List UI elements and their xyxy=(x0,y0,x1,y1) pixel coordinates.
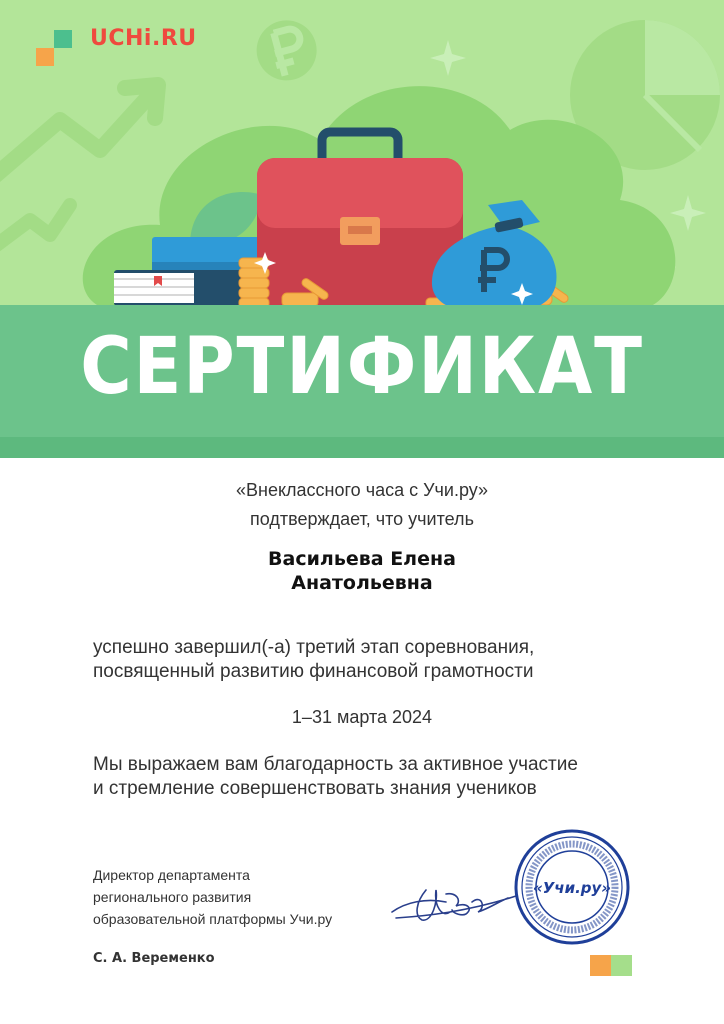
handwritten-signature xyxy=(386,872,526,932)
event-dates: 1–31 марта 2024 xyxy=(291,707,433,727)
recipient-name-first-line: Васильева Елена xyxy=(268,548,456,570)
stamp-center-text: «Учи.ру» xyxy=(532,879,612,897)
thanks-line-2: и стремление совершенствовать знания учеников xyxy=(93,778,537,799)
achievement-line-1: успешно завершил(-а) третий этап соревнования, xyxy=(93,637,535,658)
ruble-icon xyxy=(250,14,323,87)
corner-square-green xyxy=(611,955,632,976)
trend-arrow-icon xyxy=(0,205,70,250)
uchi-logo xyxy=(36,26,236,70)
title-band-shadow xyxy=(0,437,724,458)
logo-wordmark: UCHi.RU xyxy=(90,26,197,51)
signer-title-line-1: Директор департамента xyxy=(93,867,250,883)
signer-title-line-2: регионального развития xyxy=(93,889,252,905)
logo-square-orange xyxy=(36,48,54,66)
signer-title-line-3: образовательной платформы Учи.ру xyxy=(93,911,333,927)
issuer-line: «Внеклассного часа с Учи.ру» xyxy=(236,480,488,500)
signer-name: С. А. Веременко xyxy=(93,951,215,966)
official-stamp xyxy=(512,827,632,947)
achievement-line-2: посвященный развитию финансовой грамотности xyxy=(93,661,534,682)
thanks-line-1: Мы выражаем вам благодарность за активное участие xyxy=(93,754,578,775)
thanks-text xyxy=(93,753,673,801)
recipient-name-second-line: Анатольевна xyxy=(291,572,433,594)
certificate-title: СЕРТИФИКАТ xyxy=(80,322,644,412)
signer-title xyxy=(93,864,393,930)
confirm-line: подтверждает, что учитель xyxy=(250,509,474,529)
corner-square-orange xyxy=(590,955,611,976)
trend-arrow-icon xyxy=(0,85,158,180)
achievement-text xyxy=(93,636,673,684)
logo-square-green xyxy=(54,30,72,48)
